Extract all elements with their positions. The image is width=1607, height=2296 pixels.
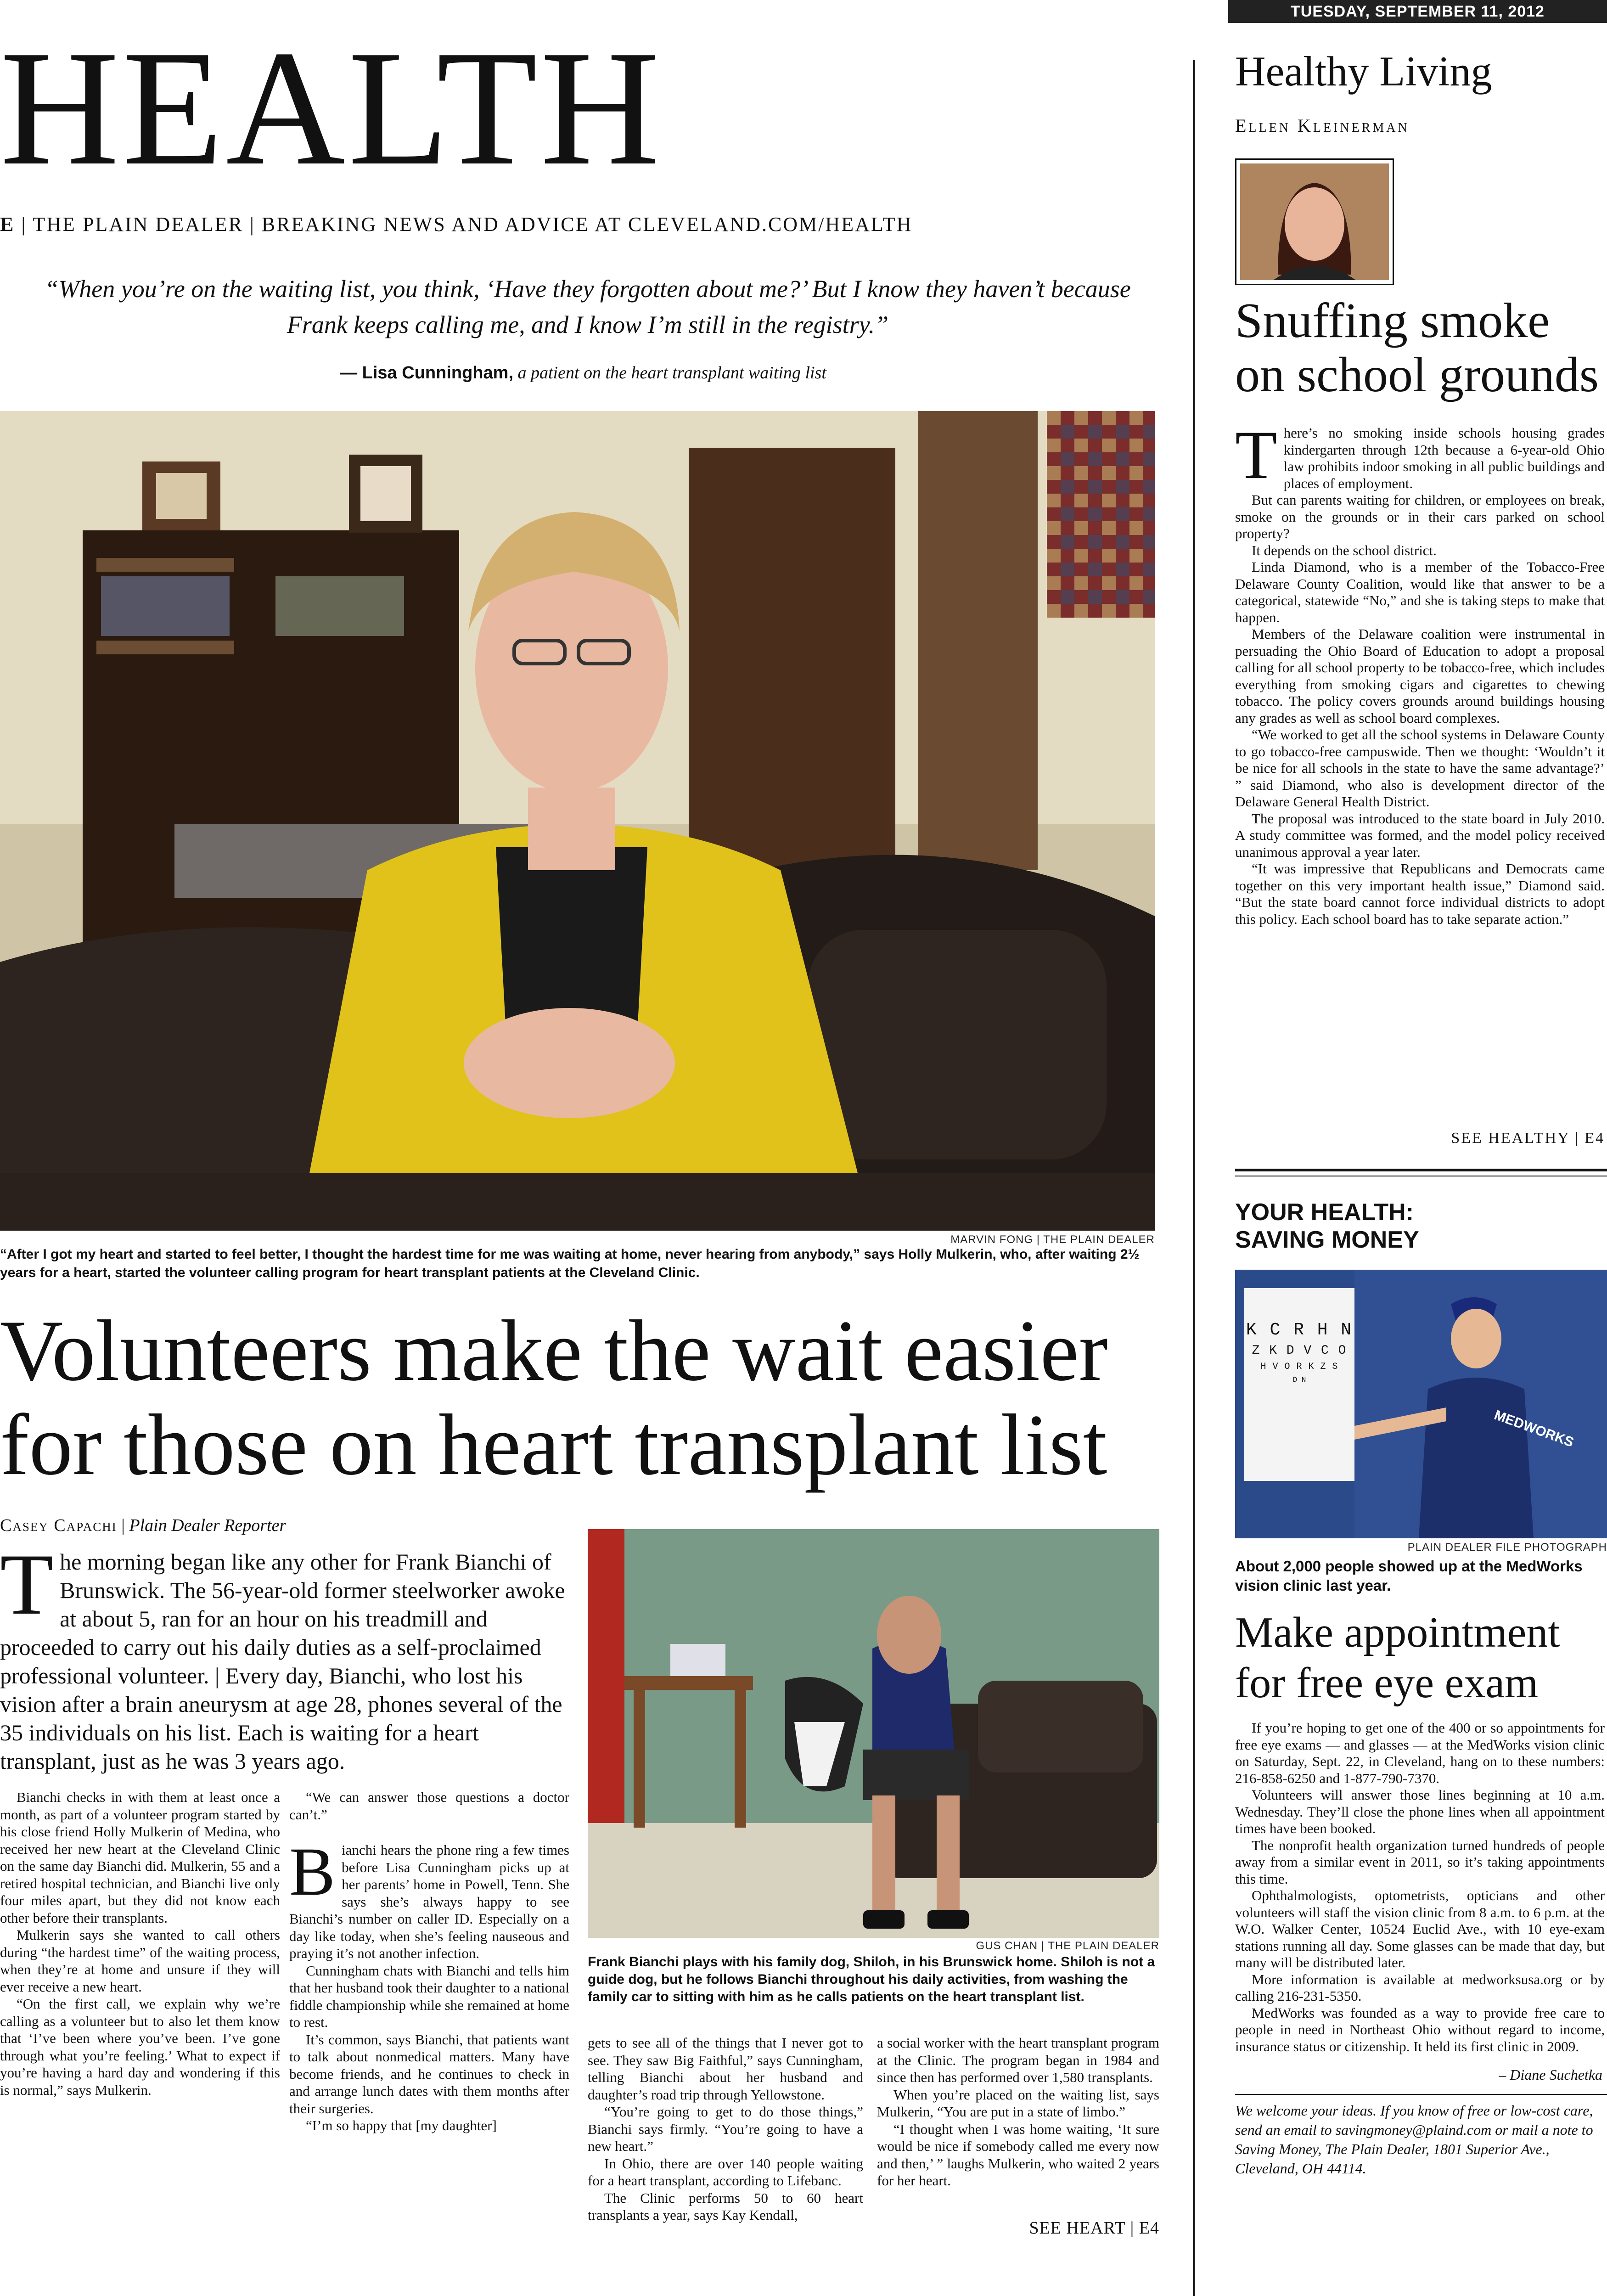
columnist-portrait [1236,160,1393,284]
smoke-body [1235,417,1605,928]
money-kicker-line1: YOUR HEALTH: [1235,1199,1414,1226]
smoke-headline-line1: Snuffing smoke [1235,293,1550,348]
main-lede [0,1536,574,1775]
eye-para: Ophthalmologists, optometrists, opticians and other volunteers will staff the vision clinic from 8 a.m. to 6 p.m. at the W.O. Walker Center, 10524 Euclid Ave., with 10 eye-exam stations running all day. Some glasses can be made that day, but many will be distributed later. [1235,1887,1605,1970]
welcome-rule [1235,2094,1607,2095]
heart-jump-link[interactable]: SEE HEART | E4 [1029,2218,1159,2238]
right-column-divider [1193,60,1195,2296]
col1-para: “On the first call, we explain why we’re calling as a volunteer but to also let them know that ‘I’ve been where you’ve been. I’ve gone through what you’re feeling.’ What to expect if you’re having a hard day and wondering if this is normal,” says Mulkerin. [0,1996,280,2098]
columnist-name: Ellen Kleinerman [1235,115,1410,136]
eye-chart-row: D N [1292,1376,1306,1384]
smoke-para: “It was impressive that Republicans and Democrats came together on this very important health issue,” Diamond said. “But the state board cannot force individual districts to adopt this policy. Each school board has to take separate action.” [1235,861,1605,927]
col1-para: Bianchi checks in with them at least once a month, as part of a volunteer program started by his close friend Holly Mulkerin of Medina, who received her new heart at the Cleveland Clinic on the same day Bianchi did. Mulkerin, 55 and a retired hospital technician, and Bianchi live only four miles apart, but they did not know each other before their transplants. [0,1789,280,1926]
bianchi-illustration [588,1529,1159,1938]
smoke-first-para: There’s no smoking inside schools housing grades kindergarten through 12th because a 6-year-old Ohio law prohibits indoor smoking in all public buildings and places of employment. [1235,417,1605,493]
eye-para: More information is available at medworksusa.org or by calling 216-231-5350. [1235,1971,1605,2004]
eye-para: Volunteers will answer those lines beginning at 10 a.m. Wednesday. They’ll close the phone lines when all appointment times have been booked. [1235,1787,1605,1836]
section-letter: E [0,213,15,236]
main-headline [0,1304,1108,1492]
smoke-para: It depends on the school district. [1252,542,1437,558]
welcome-note: We welcome your ideas. If you know of free or low-cost care, send an email to savingmoney@plaind.com or mail a note to Saving Money, The Plain Dealer, 1801 Superior Ave., Cleveland, OH 44114. [1235,2102,1593,2177]
money-kicker [1235,1199,1419,1254]
byline-org: Plain Dealer Reporter [129,1516,287,1535]
col2-intro: “We can answer those questions a doctor can’t.” [289,1789,569,1823]
lede-text: he morning began like any other for Frank Bianchi of Brunswick. The 56-year-old former steelworker awoke at about 5, ran for an hour on his treadmill and proceeded to carry out his daily duties as a self-proclaimed professional volunteer. | Every day, Bianchi, who lost his vision after a brain aneurysm at age 28, phones several of the 35 individuals on his list. Each is waiting for a heart transplant, just as he was 3 years ago. [0,1549,565,1774]
quote-author-desc: a patient on the heart transplant waiting list [517,363,826,383]
columnist-photo [1235,158,1394,285]
main-headline-line2: for those on heart transplant list [0,1397,1107,1493]
smoke-para: The proposal was introduced to the state board in July 2010. A study committee was formed, and the model policy received unanimous approval a year later. [1235,810,1605,860]
pull-quote: “When you’re on the waiting list, you think, ‘Have they forgotten about me?’ But I know they haven’t because Frank keeps calling me, and I know I’m still in the registry.” [45,275,1131,338]
bianchi-photo-credit: GUS CHAN | THE PLAIN DEALER [976,1940,1159,1952]
masthead-tagline: E | THE PLAIN DEALER | BREAKING NEWS AND ADVICE AT CLEVELAND.COM/HEALTH [0,213,913,236]
main-photo-caption: “After I got my heart and started to feel better, I thought the hardest time for me was waiting at home, never hearing from anybody,” says Holly Mulkerin, who, after waiting 2½ years for a heart, started the volunteer calling program for heart transplant patients at the Cleveland Clinic. [0,1247,1140,1280]
sidebar-rule [1235,1169,1607,1171]
col2-first: Bianchi hears the phone ring a few times before Lisa Cunningham picks up at her parents’ home in Powell, Tenn. She says she’s always happy to see Bianchi’s number on caller ID. Especially on a day like today, when she’s feeling nauseous and praying it’s not another infection. [289,1834,569,1961]
volunteer-illustration [1354,1270,1607,1538]
eye-chart-row: H V O R K Z S [1260,1362,1338,1372]
eye-chart-row: K C R H N [1246,1320,1353,1340]
main-photo [0,411,1155,1231]
healthy-jump-link[interactable]: SEE HEALTHY | E4 [1451,1130,1605,1147]
main-col-4 [877,2034,1159,2189]
smoke-dropcap: T [1235,417,1277,493]
eye-body [1235,1720,1605,2055]
eye-clinic-photo [1235,1270,1607,1538]
eye-chart [1244,1288,1354,1481]
portrait-illustration [0,411,1155,1231]
eye-headline-line2: for free eye exam [1235,1659,1539,1707]
eye-photo-caption: About 2,000 people showed up at the MedWorks vision clinic last year. [1235,1558,1583,1594]
col3-para: “You’re going to get to do those things,” Bianchi says firmly. “You’re going to have a new heart.” [588,2104,863,2154]
main-headline-line1: Volunteers make the wait easier [0,1303,1108,1399]
bianchi-photo-caption: Frank Bianchi plays with his family dog, Shiloh, in his Brunswick home. Shiloh is not a guide dog, but he follows Bianchi throughout his daily activities, from washing the family car to sitting with him as he calls patients on the heart transplant list. [588,1954,1155,2004]
smoke-para: “We worked to get all the school systems in Delaware County to go tobacco-free campuswide. Then we thought: ‘Wouldn’t it be nice for all schools in the state to have the same advantage?’ ” said Diamond, who also is development director of the Delaware General Health District. [1235,726,1605,810]
eye-headline [1235,1607,1560,1708]
eye-photo-credit: PLAIN DEALER FILE PHOTOGRAPH [1407,1541,1607,1553]
col1-para: Mulkerin says she wanted to call others during “the hardest time” of the waiting process, when they’re at home and unsure if they will ever receive a new heart. [0,1927,280,1995]
byline-name: Casey Capachi [0,1516,117,1535]
eye-signoff: – Diane Suchetka [1499,2066,1602,2083]
col4-para: When you’re placed on the waiting list, says Mulkerin, “You are put in a state of limbo.” [877,2086,1159,2120]
eye-chart-row: Z K D V C O [1252,1344,1347,1358]
date-bar: TUESDAY, SEPTEMBER 11, 2012 [1228,0,1607,23]
col3-para: The Clinic performs 50 to 60 heart transplants a year, says Kay Kendall, [588,2189,863,2223]
col2-para: Cunningham chats with Bianchi and tells him that her husband took their daughter to a national fiddle championship while she remained at home to rest. [289,1962,569,2030]
smoke-para: Members of the Delaware coalition were instrumental in persuading the Ohio Board of Education to adopt a proposal calling for all school property to be tobacco-free, which includes everything from smoking cigars and cigarettes to chewing tobacco. The policy covers grounds around buildings housing any grades as well as school board complexes. [1235,626,1605,726]
main-col-1 [0,1789,280,2099]
col4-para: a social worker with the heart transplant program at the Clinic. The program began in 1984 and since then has performed over 1,580 transplants. [877,2035,1159,2085]
smoke-headline [1235,294,1599,402]
lede-dropcap: T [0,1536,54,1633]
money-kicker-line2: SAVING MONEY [1235,1227,1419,1253]
eye-para: If you’re hoping to get one of the 400 or so appointments for free eye exams — and glasses — at the MedWorks vision clinic on Saturday, Sept. 22, in Cleveland, hang on to these numbers: 216-858-6250 and 1-877-790-7370. [1235,1720,1605,1786]
quote-author: — Lisa Cunningham, [340,363,513,383]
main-col-3 [588,2034,863,2224]
eye-para: The nonprofit health organization turned hundreds of people away from a similar event in 2011, so it’s taking appointments this time. [1235,1837,1605,1887]
shirt-text: MEDWORKS [1492,1407,1576,1451]
col3-para: gets to see all of the things that I never got to see. They saw Big Faithful,” says Cunningham, telling Bianchi about her husband and daughter’s road trip through Yellowstone. [588,2035,863,2103]
section-title: HEALTH [0,16,663,199]
smoke-headline-line2: on school grounds [1235,348,1599,402]
smoke-para: Linda Diamond, who is a member of the Tobacco-Free Delaware County Coalition, would like that answer to be a categorical, statewide “No,” and she is taking steps to make that happen. [1235,559,1605,625]
eye-para: MedWorks was founded as a way to provide free care to people in need in Northeast Ohio without regard to income, insurance status or citizenship. It held its first clinic in 2009. [1235,2004,1605,2054]
smoke-para: But can parents waiting for children, or employees on break, smoke on the grounds or in their cars parked on school property? [1235,492,1605,541]
main-byline [0,1515,286,1536]
col2-para: It’s common, says Bianchi, that patients want to talk about nonmedical matters. Many have become friends, and he continues to check in and arrange lunch dates with them months after their surgeries. [289,2031,569,2116]
bianchi-photo [588,1529,1159,1938]
quote-attribution [0,363,1166,383]
column-title: Healthy Living [1235,48,1492,95]
byline-sep: | [121,1516,125,1535]
eye-headline-line1: Make appointment [1235,1609,1560,1656]
main-col-2 [289,1789,569,2134]
col4-para: “I thought when I was home waiting, ‘It sure would be nice if somebody called me every now and then,’ ” laughs Mulkerin, who waited 2 years for her heart. [877,2121,1159,2189]
col2-para: “I’m so happy that [my daughter] [306,2117,497,2133]
col3-para: In Ohio, there are over 140 people waiting for a heart transplant, according to Lifebanc. [588,2155,863,2189]
main-photo-credit: MARVIN FONG | THE PLAIN DEALER [950,1233,1155,1246]
paper-name: THE PLAIN DEALER [33,213,243,236]
col2-dropcap: B [289,1834,336,1910]
tagline-text: BREAKING NEWS AND ADVICE AT CLEVELAND.COM/HEALTH [261,213,913,236]
